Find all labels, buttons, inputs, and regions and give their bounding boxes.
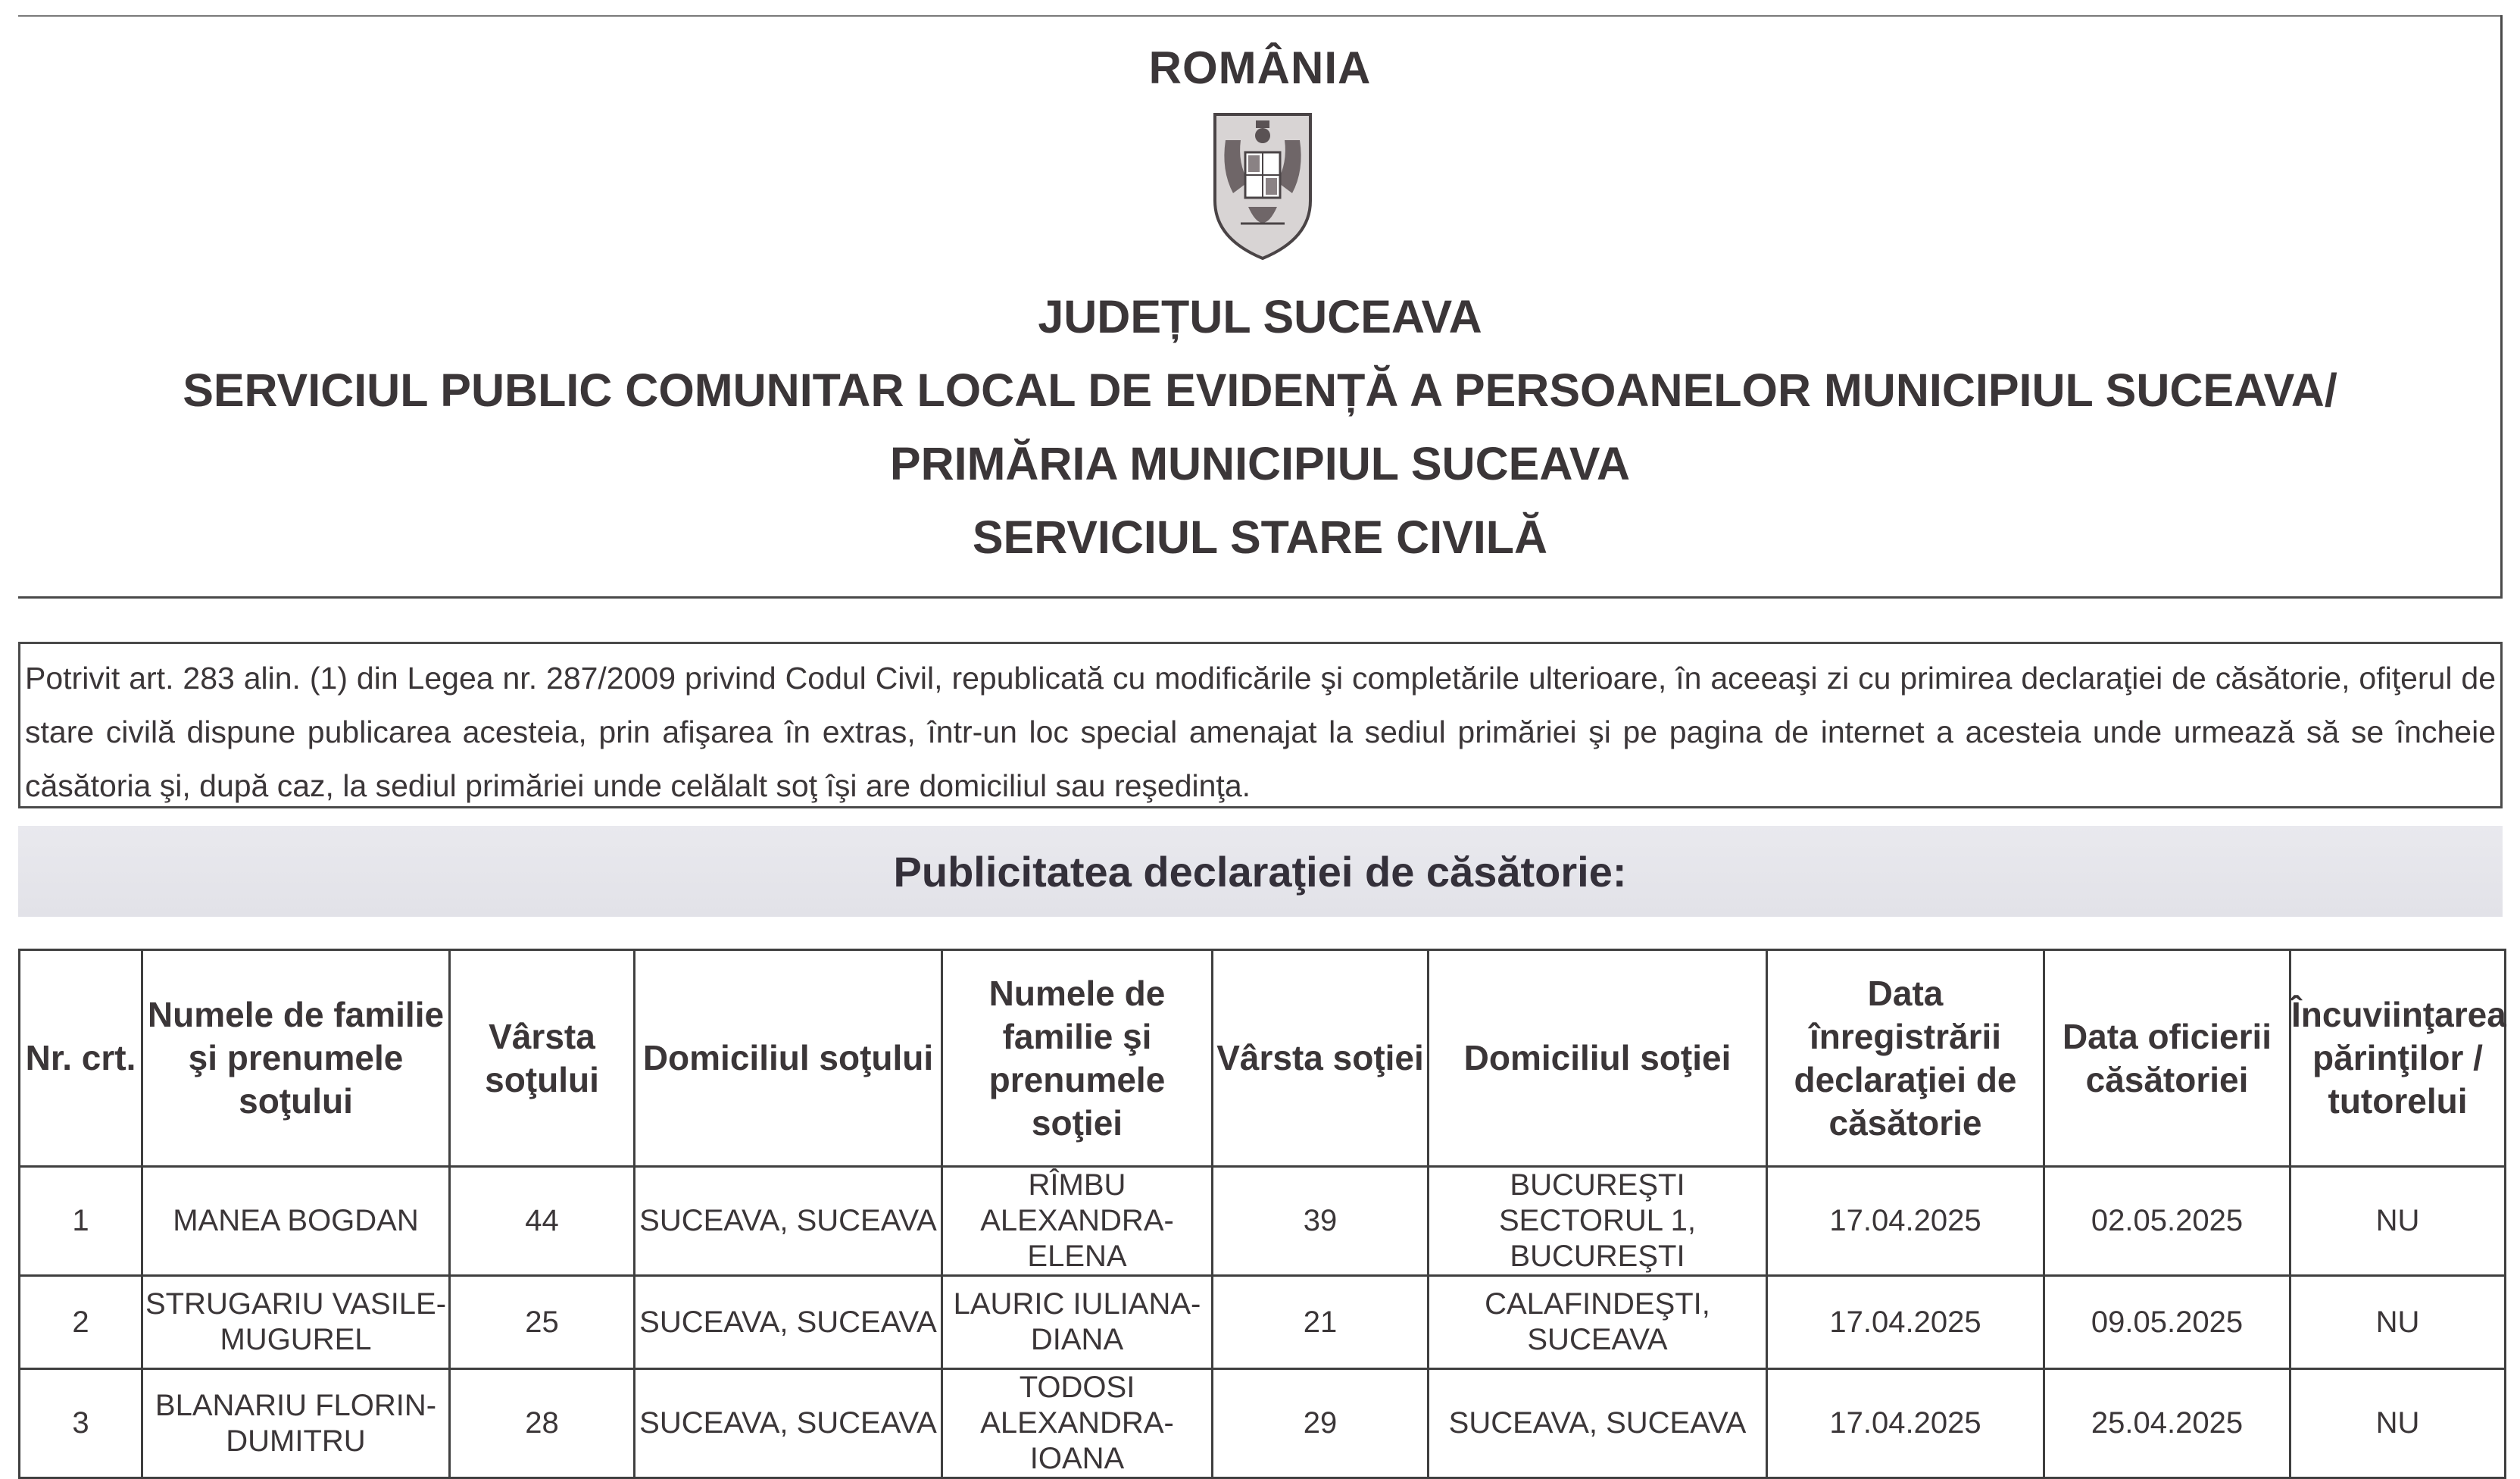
header-wife-residence: Domiciliul soţiei bbox=[1429, 950, 1767, 1167]
romania-coat-of-arms-icon bbox=[1210, 110, 1315, 261]
cell-wife-age: 21 bbox=[1213, 1276, 1429, 1369]
table-header-row bbox=[20, 950, 2506, 1167]
cell-parental-consent: NU bbox=[2290, 1167, 2506, 1276]
cell-nr: 1 bbox=[20, 1167, 142, 1276]
header-husband-name: Numele de familie şi prenumele soţului bbox=[142, 950, 450, 1167]
cell-husband-residence: SUCEAVA, SUCEAVA bbox=[635, 1276, 942, 1369]
header-registration-date: Data înregistrării declaraţiei de căsătorie bbox=[1767, 950, 2044, 1167]
legal-notice-box bbox=[18, 642, 2503, 808]
cell-registration-date: 17.04.2025 bbox=[1767, 1369, 2044, 1478]
cell-nr: 3 bbox=[20, 1369, 142, 1478]
header-husband-residence: Domiciliul soţului bbox=[635, 950, 942, 1167]
cell-husband-residence: SUCEAVA, SUCEAVA bbox=[635, 1167, 942, 1276]
table-row bbox=[20, 1276, 2506, 1369]
country-title: ROMÂNIA bbox=[1148, 42, 1372, 93]
service-title-line1: SERVICIUL PUBLIC COMUNITAR LOCAL DE EVIDENȚĂ A PERSOANELOR MUNICIPIUL SUCEAVA/ bbox=[183, 364, 2337, 416]
cell-wife-residence: CALAFINDEŞTI, SUCEAVA bbox=[1429, 1276, 1767, 1369]
service-title-line2: PRIMĂRIA MUNICIPIUL SUCEAVA bbox=[889, 438, 1631, 489]
legal-notice-text: Potrivit art. 283 alin. (1) din Legea nr. 287/2009 privind Codul Civil, republicată cu modificările şi completările ulterioare, în aceeaşi zi cu primirea declaraţiei de căsătorie, ofiţerul de stare civilă dispune publicarea acesteia, prin afişarea în extras, într-un loc special amenajat la sediul primăriei şi pe pagina de internet a acesteia unde urmează să se încheie căsătoria şi, după caz, la sediul primăriei unde celălalt soţ îşi are domiciliul sau reşedinţa. bbox=[25, 661, 2496, 803]
cell-wife-name: TODOSI ALEXANDRA-IOANA bbox=[942, 1369, 1213, 1478]
cell-registration-date: 17.04.2025 bbox=[1767, 1167, 2044, 1276]
header-wife-name: Numele de familie şi prenumele soţiei bbox=[942, 950, 1213, 1167]
cell-wife-residence: BUCUREŞTI SECTORUL 1, BUCUREŞTI bbox=[1429, 1167, 1767, 1276]
cell-husband-name: STRUGARIU VASILE-MUGUREL bbox=[142, 1276, 450, 1369]
cell-wife-age: 39 bbox=[1213, 1167, 1429, 1276]
cell-husband-age: 25 bbox=[450, 1276, 635, 1369]
header-wife-age: Vârsta soţiei bbox=[1213, 950, 1429, 1167]
section-title: Publicitatea declaraţiei de căsătorie: bbox=[893, 848, 1627, 896]
marriage-declarations-table bbox=[18, 949, 2506, 1479]
cell-husband-name: BLANARIU FLORIN-DUMITRU bbox=[142, 1369, 450, 1478]
cell-wife-name: LAURIC IULIANA-DIANA bbox=[942, 1276, 1213, 1369]
department-title: SERVICIUL STARE CIVILĂ bbox=[972, 511, 1548, 563]
cell-husband-name: MANEA BOGDAN bbox=[142, 1167, 450, 1276]
header-parental-consent: Încuviinţarea părinţilor / tutorelui bbox=[2290, 950, 2506, 1167]
header-husband-age: Vârsta soţului bbox=[450, 950, 635, 1167]
cell-wife-name: RÎMBU ALEXANDRA-ELENA bbox=[942, 1167, 1213, 1276]
cell-husband-residence: SUCEAVA, SUCEAVA bbox=[635, 1369, 942, 1478]
cell-ceremony-date: 25.04.2025 bbox=[2044, 1369, 2290, 1478]
cell-wife-age: 29 bbox=[1213, 1369, 1429, 1478]
cell-nr: 2 bbox=[20, 1276, 142, 1369]
cell-parental-consent: NU bbox=[2290, 1276, 2506, 1369]
table-row bbox=[20, 1167, 2506, 1276]
county-title: JUDEȚUL SUCEAVA bbox=[1038, 291, 1482, 342]
cell-wife-residence: SUCEAVA, SUCEAVA bbox=[1429, 1369, 1767, 1478]
cell-ceremony-date: 02.05.2025 bbox=[2044, 1167, 2290, 1276]
cell-registration-date: 17.04.2025 bbox=[1767, 1276, 2044, 1369]
cell-parental-consent: NU bbox=[2290, 1369, 2506, 1478]
header-nr-crt: Nr. crt. bbox=[20, 950, 142, 1167]
table-row bbox=[20, 1369, 2506, 1478]
cell-husband-age: 28 bbox=[450, 1369, 635, 1478]
cell-ceremony-date: 09.05.2025 bbox=[2044, 1276, 2290, 1369]
header-ceremony-date: Data oficierii căsătoriei bbox=[2044, 950, 2290, 1167]
cell-husband-age: 44 bbox=[450, 1167, 635, 1276]
